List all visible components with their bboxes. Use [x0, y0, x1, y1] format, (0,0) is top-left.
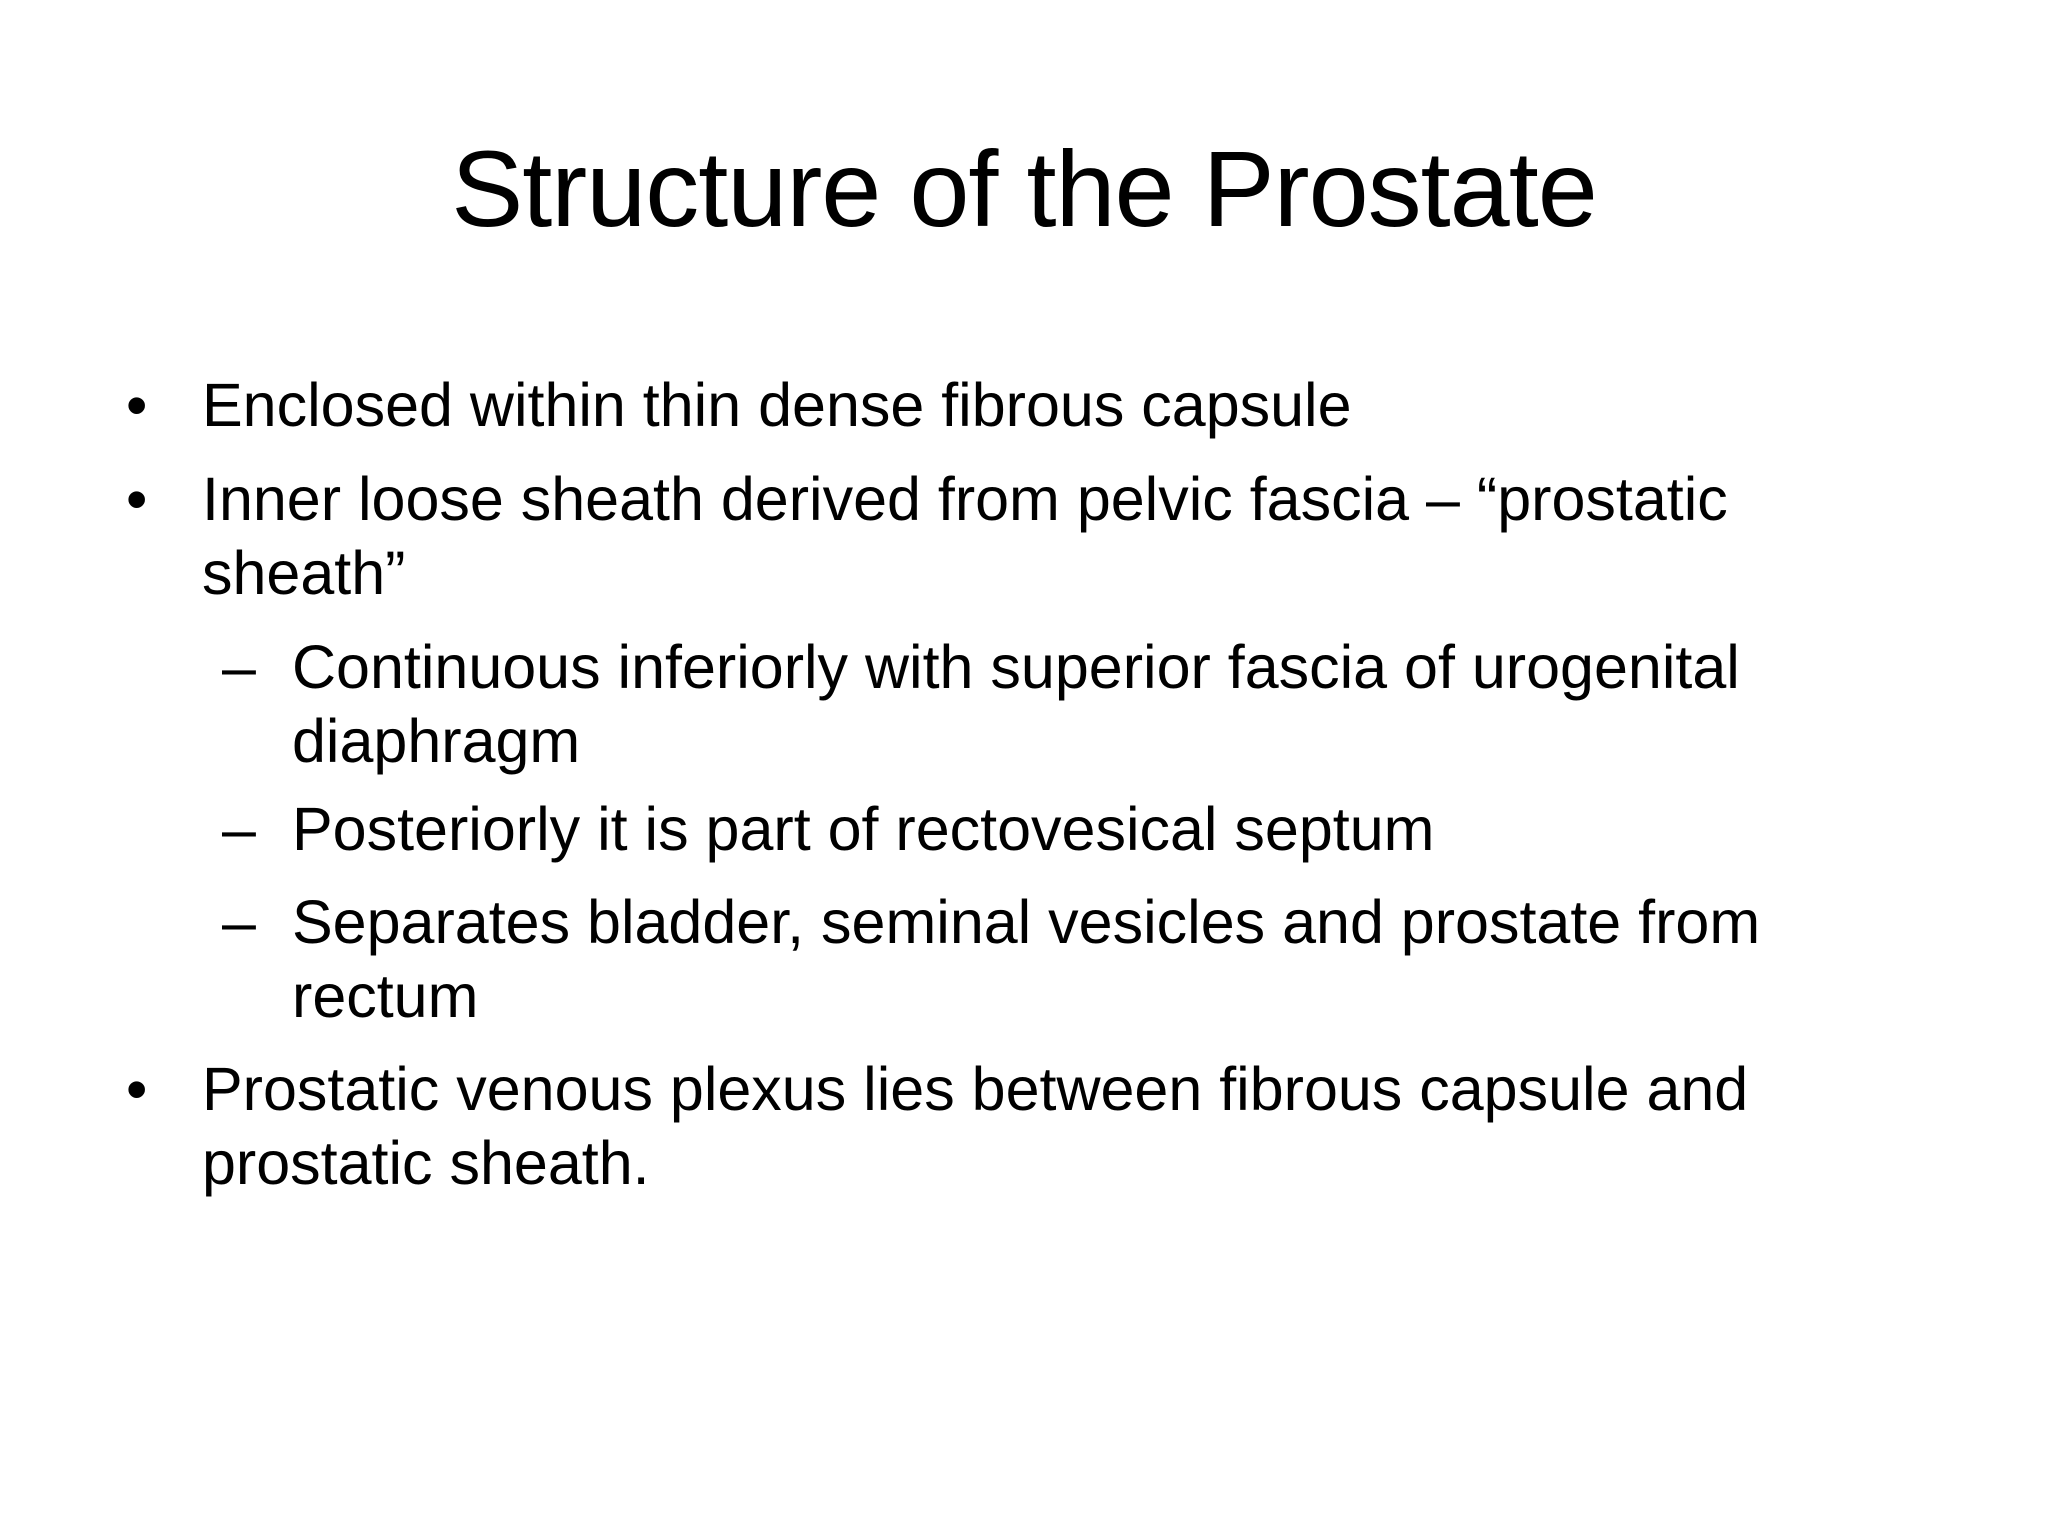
bullet-text: Enclosed within thin dense fibrous capsule [202, 371, 1352, 439]
sub-bullet-text: Posteriorly it is part of rectovesical septum [292, 795, 1435, 863]
bullet-text: Inner loose sheath derived from pelvic fascia – “prostatic sheath” [202, 465, 1728, 607]
bullet-item [126, 368, 1826, 442]
sub-bullet-item [222, 792, 1842, 866]
sub-bullet-text: Continuous inferiorly with superior fascia of urogenital diaphragm [292, 633, 1740, 775]
bullet-icon: • [126, 1055, 148, 1123]
dash-icon: – [222, 888, 256, 956]
dash-icon: – [222, 633, 256, 701]
dash-icon: – [222, 795, 256, 863]
bullet-icon: • [126, 465, 148, 533]
sub-bullet-text: Separates bladder, seminal vesicles and prostate from rectum [292, 888, 1761, 1030]
bullet-text: Prostatic venous plexus lies between fibrous capsule and prostatic sheath. [202, 1055, 1749, 1197]
bullet-item [126, 462, 1826, 610]
sub-bullet-item [222, 630, 1842, 778]
bullet-item [126, 1052, 1826, 1200]
sub-bullet-item [222, 885, 1842, 1033]
bullet-icon: • [126, 371, 148, 439]
slide-title: Structure of the Prostate [451, 128, 1597, 249]
